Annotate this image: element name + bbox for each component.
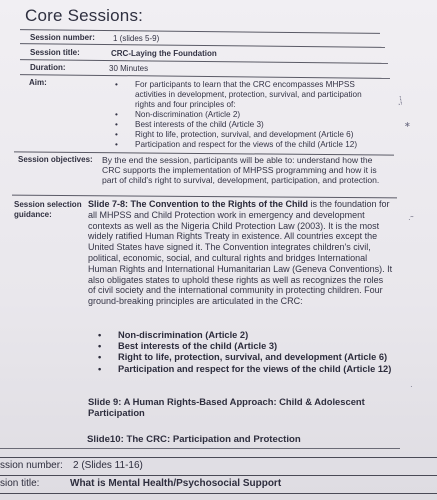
- session-number-value: 1 (slides 5-9): [113, 34, 160, 43]
- slide-7-8-heading: Slide 7-8: The Convention to the Rights of the Child: [88, 199, 308, 209]
- guidance-label-line2: guidance:: [14, 210, 52, 219]
- margin-scribble-icon: ·: [410, 382, 413, 391]
- table-rule: [0, 475, 437, 476]
- session-title-value: CRC-Laying the Foundation: [111, 49, 217, 58]
- table-rule: [20, 74, 390, 79]
- aim-label: Aim:: [29, 78, 47, 87]
- session-number-label: Session number:: [30, 33, 95, 42]
- slide-10-heading: Slide10: The CRC: Participation and Protection: [87, 434, 301, 445]
- session-2-title-value: What is Mental Health/Psychosocial Support: [70, 478, 282, 489]
- aim-item: • Non-discrimination (Article 2): [115, 110, 365, 120]
- guidance-text: [88, 199, 393, 307]
- margin-scribble-icon: ·˜: [408, 215, 414, 224]
- crc-principle-item: • Non-discrimination (Article 2): [98, 330, 398, 341]
- table-rule: [20, 59, 388, 64]
- margin-scribble-icon: ∗: [404, 120, 411, 129]
- aim-item: • Participation and respect for the views of the child (Article 12): [115, 140, 365, 150]
- crc-principle-item: • Participation and respect for the views of the child (Article 12): [98, 364, 398, 375]
- crc-principle-item: • Best interests of the child (Article 3): [98, 341, 398, 352]
- session-2-number-value: 2 (Slides 11-16): [73, 460, 143, 471]
- aim-list: [115, 80, 365, 150]
- session-2-title-label: sion title:: [0, 478, 40, 489]
- session-title-label: Session title:: [30, 48, 80, 57]
- margin-scribble-icon: ⸼⸽: [397, 95, 403, 106]
- session-2-number-label: ssion number:: [0, 460, 63, 471]
- slide-9-heading: Slide 9: A Human Rights-Based Approach: Child & Adolescent Participation: [88, 396, 365, 419]
- slide-7-8-body: is the foundation for all MHPSS and Child Protection work in emergency and development contexts as well as the Nigeria Child Protection Law (2003). It is the most widely ratified Human Rights Treaty in existence. All countries except the United States have signed it. The Convention integrates children's civil, political, economic, social, and cultural rights and bridges International Human Rights and International Humanitarian Law (Geneva Conventions). It also obligates states to uphold these rights as well as recognizes the roles of civil society and the international community in protecting children. Four ground-breaking principles are articulated in the CRC:: [88, 199, 393, 307]
- page-heading: Core Sessions:: [25, 6, 144, 25]
- crc-principles-list: [98, 330, 398, 375]
- objectives-text: By the end the session, participants will be able to: understand how the CRC supports the implementation of MHPSS programming and how it is part of child's right to survival, development, participation, and protection.: [102, 155, 380, 186]
- table-rule: [0, 448, 400, 449]
- objectives-label: Session objectives:: [18, 155, 93, 164]
- table-rule: [12, 195, 397, 199]
- table-rule: [0, 457, 437, 458]
- crc-principle-item: • Right to life, protection, survival, and development (Article 6): [98, 352, 398, 363]
- table-rule: [0, 493, 437, 494]
- aim-item: • Best interests of the child (Article 3): [115, 120, 365, 130]
- duration-value: 30 Minutes: [109, 64, 149, 73]
- duration-label: Duration:: [30, 63, 66, 72]
- aim-item: • Right to life, protection, survival, and development (Article 6): [115, 130, 365, 140]
- aim-item: • For participants to learn that the CRC encompasses MHPSS activities in development, protection, survival, and participation rights and four principles of:: [115, 80, 365, 110]
- guidance-label-line1: Session selection: [14, 200, 82, 209]
